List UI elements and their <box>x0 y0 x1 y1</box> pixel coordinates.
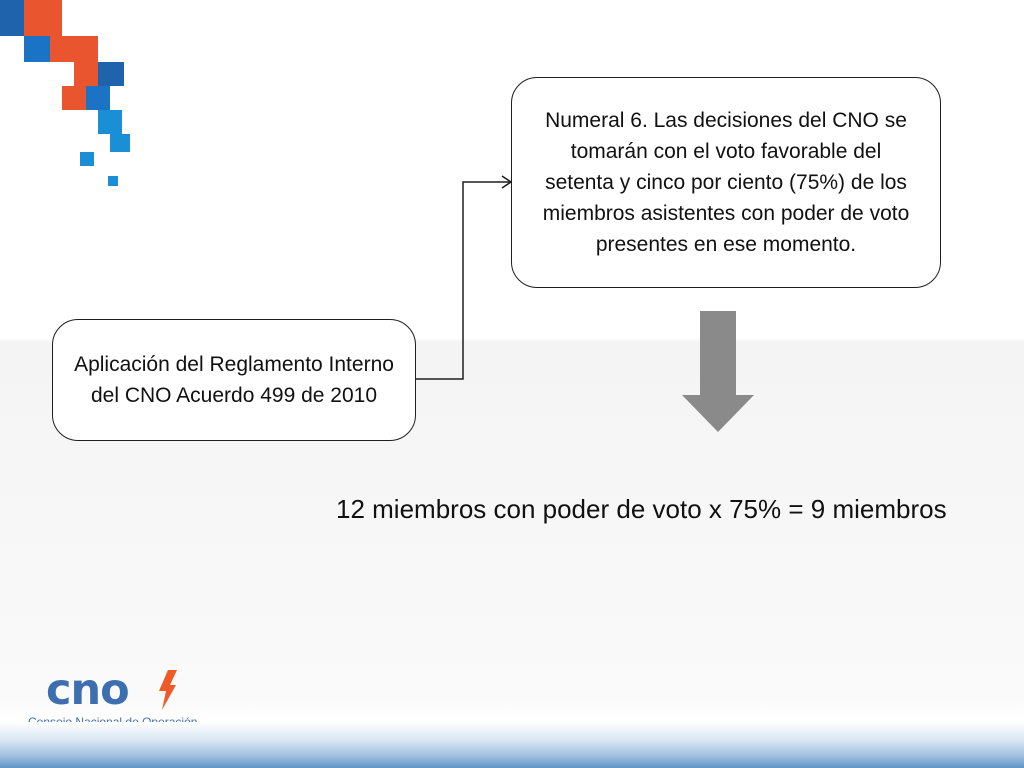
rule-box <box>511 77 941 288</box>
logo-wordmark: cno <box>46 665 129 715</box>
lightning-bolt-icon <box>156 670 178 710</box>
rule-box-text: Numeral 6. Las decisiones del CNO se tomarán con el voto favorable del setenta y cinco por ciento (75%) de los miembros asistentes con poder de voto presentes en ese momento. <box>542 109 910 256</box>
cno-logo <box>28 665 218 728</box>
source-box <box>52 319 416 441</box>
result-equation: 12 miembros con poder de voto x 75% = 9 miembros <box>336 494 947 524</box>
source-box-text: Aplicación del Reglamento Interno del CNO Acuerdo 499 de 2010 <box>74 353 394 407</box>
down-arrow-icon <box>682 311 754 432</box>
bottom-gradient-bar <box>0 722 1024 768</box>
